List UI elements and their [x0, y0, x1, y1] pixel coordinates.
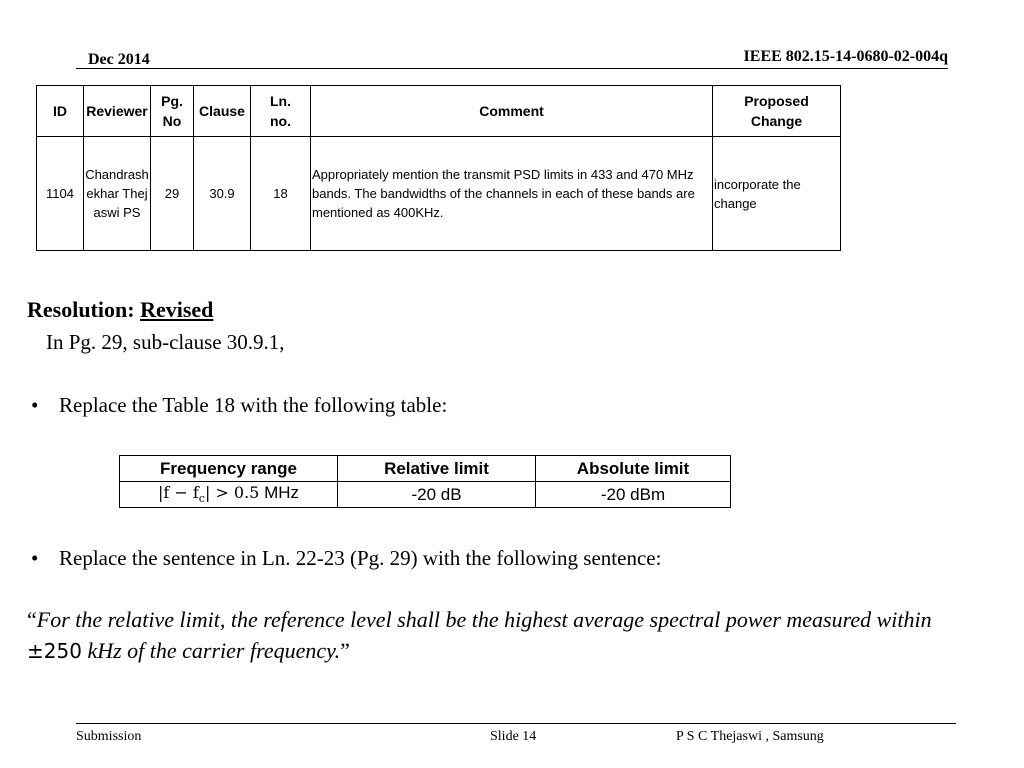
resolution-status: Revised	[140, 297, 214, 322]
cell-absolute-limit: -20 dBm	[536, 482, 731, 508]
cell-comment: Appropriately mention the transmit PSD limits in 433 and 470 MHz bands. The bandwidths of the channels in each of these bands are mentioned as 400KHz.	[311, 137, 713, 251]
footer-author: P S C Thejaswi , Samsung	[676, 729, 824, 744]
col-absolute-limit-header: Absolute limit	[536, 456, 731, 482]
comment-table-row	[37, 137, 841, 251]
range-value: ±250	[27, 639, 82, 663]
cell-clause: 30.9	[194, 137, 251, 251]
col-comment-header: Comment	[311, 86, 713, 137]
resolution-location: In Pg. 29, sub-clause 30.9.1,	[46, 330, 285, 354]
col-reviewer-header: Reviewer	[84, 86, 151, 137]
frequency-limit-table	[119, 455, 731, 508]
footer-slide-number: Slide 14	[490, 729, 537, 744]
cell-line: 18	[251, 137, 311, 251]
cell-reviewer: Chandrashekhar Thejaswi PS	[84, 137, 151, 251]
frequency-range-expr: $|f - f_c| > 0.5$	[157, 483, 260, 506]
comment-table	[36, 85, 841, 251]
header-rule	[76, 68, 948, 69]
comment-table-header-row	[37, 86, 841, 137]
cell-frequency-range: $|f - f_c| > 0.5$ MHz	[120, 482, 338, 508]
bullet-replace-table-text: Replace the Table 18 with the following table:	[59, 393, 448, 417]
col-frequency-range-header: Frequency range	[120, 456, 338, 482]
cell-proposed-change: incorporate the change	[713, 137, 841, 251]
bullet-replace-table	[31, 393, 447, 418]
col-relative-limit-header: Relative limit	[338, 456, 536, 482]
bullet-replace-sentence-text: Replace the sentence in Ln. 22-23 (Pg. 29) with the following sentence:	[59, 546, 662, 570]
col-line-header: Ln. no.	[251, 86, 311, 137]
bullet-dot: •	[31, 546, 39, 570]
cell-page: 29	[151, 137, 194, 251]
resolution-line	[27, 297, 213, 323]
col-clause-header: Clause	[194, 86, 251, 137]
replacement-sentence: “For the relative limit, the reference level shall be the highest average spectral power measured within ±250 kHz of the carrier frequency.”	[27, 607, 932, 663]
col-id-header: ID	[37, 86, 84, 137]
col-proposed-change-header: Proposed Change	[713, 86, 841, 137]
col-page-header: Pg. No	[151, 86, 194, 137]
bullet-replace-sentence	[31, 546, 661, 571]
frequency-table-row	[120, 482, 731, 508]
header-date: Dec 2014	[88, 51, 150, 68]
cell-relative-limit: -20 dB	[338, 482, 536, 508]
resolution-label: Resolution:	[27, 297, 135, 322]
header-doc-id: IEEE 802.15-14-0680-02-004q	[743, 48, 948, 65]
footer-rule	[76, 723, 956, 724]
frequency-table-header-row	[120, 456, 731, 482]
bullet-dot: •	[31, 393, 39, 417]
footer-submission: Submission	[76, 729, 142, 744]
cell-id: 1104	[37, 137, 84, 251]
